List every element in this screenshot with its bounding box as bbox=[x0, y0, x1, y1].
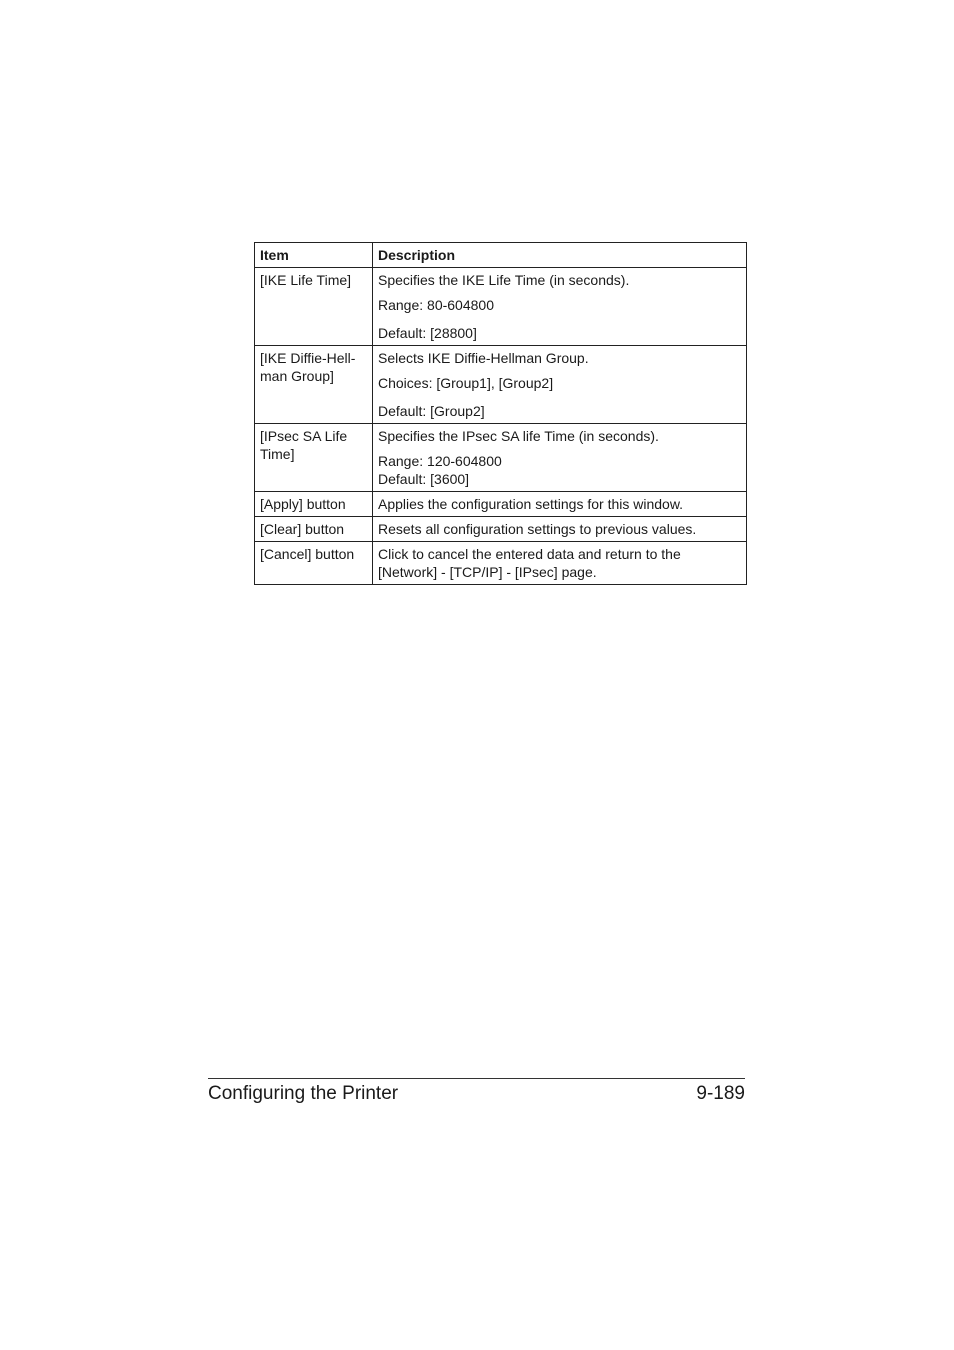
item-line: [IPsec SA Life bbox=[260, 428, 348, 444]
item-cell: [Clear] button bbox=[255, 517, 373, 542]
table-row bbox=[255, 424, 747, 492]
description-cell: Click to cancel the entered data and return to the [Network] - [TCP/IP] - [IPsec] page. bbox=[373, 542, 747, 585]
item-cell bbox=[255, 346, 373, 424]
description-line: Selects IKE Diffie-Hellman Group. bbox=[378, 350, 589, 366]
table-row bbox=[255, 542, 747, 585]
table-row bbox=[255, 268, 747, 346]
description-line: Range: 120-604800 bbox=[378, 453, 502, 469]
item-line: [IKE Diffie-Hell- bbox=[260, 350, 356, 366]
item-cell: [IKE Life Time] bbox=[255, 268, 373, 346]
item-cell bbox=[255, 424, 373, 492]
description-line: Range: 80-604800 bbox=[378, 297, 494, 313]
description-line: Choices: [Group1], [Group2] bbox=[378, 375, 554, 391]
description-cell: Applies the configuration settings for this window. bbox=[373, 492, 747, 517]
description-cell bbox=[373, 346, 747, 424]
description-line: Default: [28800] bbox=[378, 325, 477, 341]
column-header-description: Description bbox=[373, 243, 747, 268]
footer-divider bbox=[208, 1078, 745, 1079]
table-row bbox=[255, 517, 747, 542]
footer-page-number: 9-189 bbox=[696, 1083, 745, 1104]
footer-section-title: Configuring the Printer bbox=[208, 1083, 399, 1104]
table-row bbox=[255, 492, 747, 517]
settings-table bbox=[254, 242, 747, 585]
table-row bbox=[255, 346, 747, 424]
description-cell bbox=[373, 424, 747, 492]
column-header-item: Item bbox=[255, 243, 373, 268]
description-line: Default: [Group2] bbox=[378, 403, 485, 419]
table-header-row bbox=[255, 243, 747, 268]
description-line: Specifies the IKE Life Time (in seconds). bbox=[378, 272, 630, 288]
description-cell bbox=[373, 268, 747, 346]
item-line: Time] bbox=[260, 446, 295, 462]
item-cell: [Cancel] button bbox=[255, 542, 373, 585]
item-line: man Group] bbox=[260, 368, 334, 384]
item-cell: [Apply] button bbox=[255, 492, 373, 517]
description-line: Specifies the IPsec SA life Time (in seconds). bbox=[378, 428, 659, 444]
description-cell: Resets all configuration settings to previous values. bbox=[373, 517, 747, 542]
description-line: Default: [3600] bbox=[378, 471, 470, 487]
